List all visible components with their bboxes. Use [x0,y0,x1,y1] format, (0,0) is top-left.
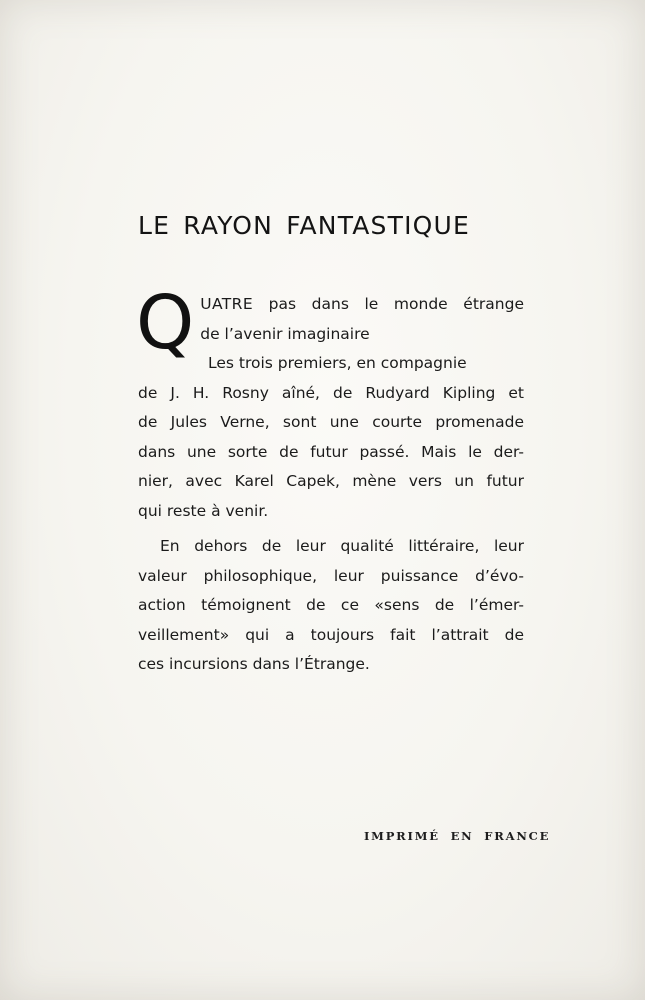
blurb-line: de J. H. Rosny aîné, de Rudyard Kipling et [138,383,524,402]
series-title: LE RAYON FANTASTIQUE [138,211,471,240]
blurb-paragraph-2 [138,532,524,680]
blurb-line-1-rest: pas dans le monde étrange [268,295,524,313]
blurb-line-2: de l’avenir imaginaire [200,324,370,343]
blurb-line: dans une sorte de futur passé. Mais le der- [138,442,524,461]
blurb-line: ces incursions dans l’Étrange. [138,655,370,673]
blurb-text [136,280,524,680]
blurb-line: valeur philosophique, leur puissance d’évo- [138,566,524,585]
imprint-notice: IMPRIMÉ EN FRANCE [364,829,551,843]
blurb-line: Les trois premiers, en compagnie [208,354,467,372]
blurb-line: veillement» qui a toujours fait l’attrait de [138,625,524,644]
blurb-line: de Jules Verne, sont une courte promenade [138,413,524,431]
blurb-line: En dehors de leur qualité littéraire, leur [160,537,524,555]
blurb-line: action témoignent de ce «sens de l’émer- [138,596,524,614]
blurb-line: nier, avec Karel Capek, mène vers un futur [138,472,524,490]
blurb-line: qui reste à venir. [138,501,269,520]
lead-word: UATRE [200,295,254,313]
blurb-line-1 [138,290,524,320]
blurb-paragraph-1 [136,280,524,526]
dropcap-letter: Q [136,280,195,366]
